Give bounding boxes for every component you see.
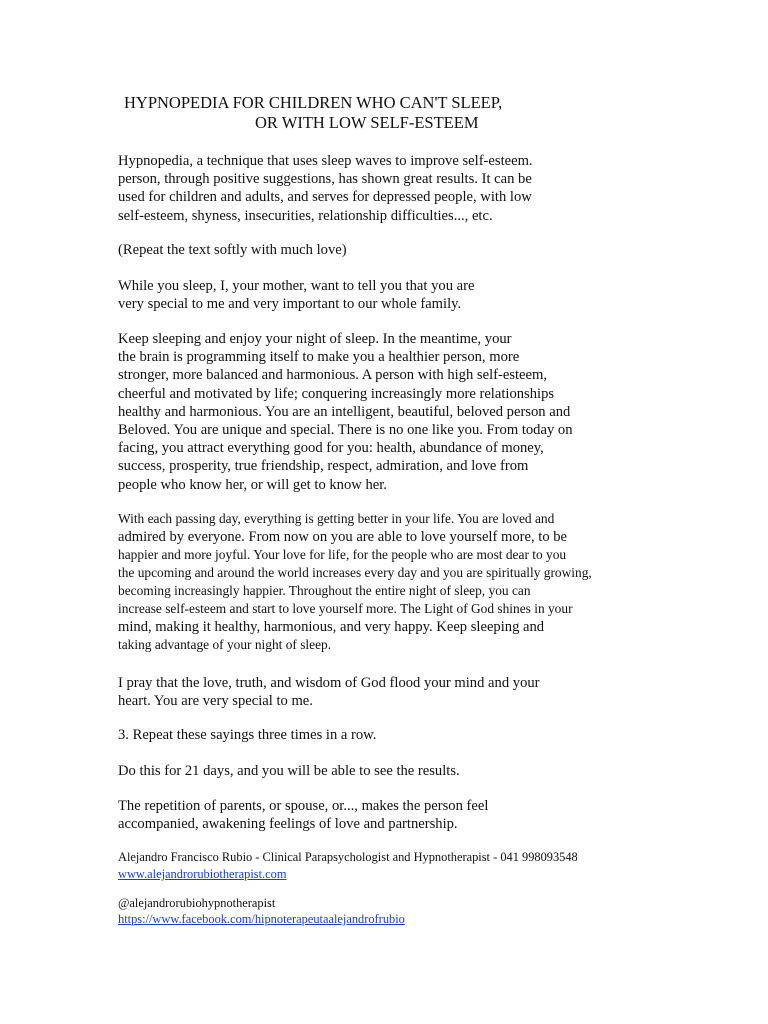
author-credit: Alejandro Francisco Rubio - Clinical Parapsychologist and Hypnotherapist - 041 998093548	[118, 850, 578, 864]
each-day-line: taking advantage of your night of sleep.	[118, 637, 332, 652]
mother-paragraph	[118, 277, 678, 313]
pray-line: I pray that the love, truth, and wisdom of God flood your mind and your	[118, 675, 540, 691]
page-title	[100, 93, 600, 133]
keep-sleeping-line: Keep sleeping and enjoy your night of sleep. In the meantime, your	[118, 331, 512, 347]
repetition-line: The repetition of parents, or spouse, or..., makes the person feel	[118, 798, 489, 814]
pray-line: heart. You are very special to me.	[118, 693, 313, 710]
repeat-paragraph	[118, 726, 678, 744]
facebook-link-text: https://www.facebook.com/hipnoterapeutaalejandrofrubio	[118, 912, 405, 926]
keep-sleeping-line: facing, you attract everything good for you: health, abundance of money,	[118, 440, 544, 457]
each-day-line: the upcoming and around the world increases every day and you are spiritually growing,	[118, 565, 592, 580]
facebook-link[interactable]	[118, 912, 419, 926]
keep-sleeping-line: cheerful and motivated by life; conquering increasingly more relationships	[118, 385, 555, 402]
days-line: Do this for 21 days, and you will be able to see the results.	[118, 763, 460, 779]
website-link[interactable]	[118, 867, 298, 881]
each-day-line: happier and more joyful. Your love for life, for the people who are most dear to you	[118, 547, 567, 562]
title-line-2: OR WITH LOW SELF-ESTEEM	[255, 113, 479, 132]
pray-paragraph	[118, 674, 678, 710]
keep-sleeping-line: success, prosperity, true friendship, respect, admiration, and love from	[118, 458, 529, 475]
each-day-line: becoming increasingly happier. Throughout the entire night of sleep, you can	[118, 583, 531, 598]
keep-sleeping-line: stronger, more balanced and harmonious. A person with high self-esteem,	[118, 367, 548, 384]
keep-sleeping-paragraph	[118, 330, 678, 494]
facebook-row	[118, 911, 419, 927]
each-day-line: admired by everyone. From now on you are able to love yourself more, to be	[118, 529, 568, 545]
each-day-line: increase self-esteem and start to love yourself more. The Light of God shines in your	[118, 601, 573, 616]
repeat-line: 3. Repeat these sayings three times in a row.	[118, 727, 377, 743]
keep-sleeping-line: Beloved. You are unique and special. There is no one like you. From today on	[118, 422, 573, 439]
instruction-line: (Repeat the text softly with much love)	[118, 242, 347, 258]
mother-line: very special to me and very important to our whole family.	[118, 296, 462, 313]
website-row	[118, 866, 298, 882]
social-handle: @alejandrorubiohypnotherapist	[118, 896, 276, 910]
keep-sleeping-line: people who know her, or will get to know her.	[118, 476, 387, 493]
repetition-paragraph	[118, 797, 678, 833]
website-link-text: www.alejandrorubiotherapist.com	[118, 867, 287, 881]
title-line-1: HYPNOPEDIA FOR CHILDREN WHO CAN'T SLEEP,	[124, 93, 503, 112]
intro-line: person, through positive suggestions, has shown great results. It can be	[118, 171, 532, 188]
each-day-line: With each passing day, everything is getting better in your life. You are loved and	[118, 511, 555, 526]
intro-line: Hypnopedia, a technique that uses sleep waves to improve self-esteem.	[118, 153, 533, 169]
intro-line: used for children and adults, and serves for depressed people, with low	[118, 189, 532, 206]
instruction-paragraph	[118, 241, 678, 259]
days-paragraph	[118, 762, 678, 780]
repetition-line: accompanied, awakening feelings of love and partnership.	[118, 816, 458, 833]
keep-sleeping-line: the brain is programming itself to make you a healthier person, more	[118, 349, 520, 366]
mother-line: While you sleep, I, your mother, want to tell you that you are	[118, 278, 475, 294]
intro-line: self-esteem, shyness, insecurities, relationship difficulties..., etc.	[118, 207, 493, 224]
each-day-line: mind, making it healthy, harmonious, and very happy. Keep sleeping and	[118, 619, 545, 635]
keep-sleeping-line: healthy and harmonious. You are an intelligent, beautiful, beloved person and	[118, 403, 571, 420]
each-day-paragraph	[118, 510, 678, 654]
intro-paragraph	[118, 152, 678, 225]
